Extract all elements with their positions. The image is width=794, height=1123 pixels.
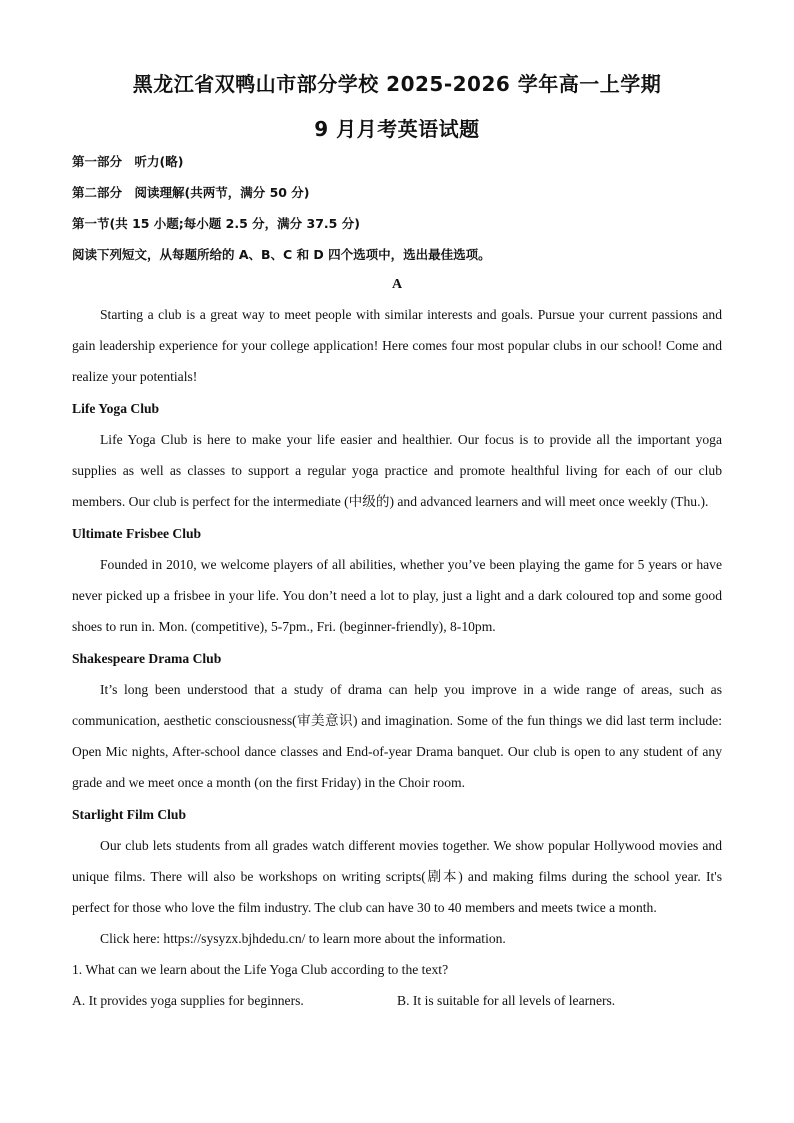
club-name-yoga: Life Yoga Club	[72, 401, 160, 416]
document-title-line1: 黑龙江省双鸭山市部分学校 2025-2026 学年高一上学期	[132, 72, 662, 96]
club-text-drama: It’s long been understood that a study of drama can help you improve in a wide range of areas, such as communication, aesthetic consciousness(审美意识) and imagination. Some of the fun things we did last term include: Open Mic nights, After-school dance classes and End-of-year Drama banquet. Our club is open to any student of any grade and we meet once a month (on the first Friday) in the Choir room.	[72, 682, 722, 790]
club-name-frisbee: Ultimate Frisbee Club	[72, 526, 202, 541]
question-1-stem: 1. What can we learn about the Life Yoga Club according to the text?	[72, 962, 449, 977]
question-1-option-b: B. It is suitable for all levels of learners.	[397, 993, 616, 1008]
club-name-drama: Shakespeare Drama Club	[72, 651, 222, 666]
part1-heading: 第一部分 听力(略)	[72, 154, 184, 169]
instruction-text: 阅读下列短文，从每题所给的 A、B、C 和 D 四个选项中，选出最佳选项。	[72, 247, 491, 262]
passage-label: A	[391, 277, 403, 292]
club-text-film: Our club lets students from all grades watch different movies together. We show popular Hollywood movies and unique films. There will also be workshops on writing scripts(剧本) and making films during the school year. It's perfect for those who love the film industry. The club can have 30 to 40 members and meets twice a month.	[72, 838, 722, 915]
club-text-frisbee: Founded in 2010, we welcome players of all abilities, whether you’ve been playing the game for 5 years or have never picked up a frisbee in your life. You don’t need a lot to play, just a light and a dark coloured top and some good shoes to run in. Mon. (competitive), 5-7pm., Fri. (beginner-friendly), 8-10pm.	[72, 557, 722, 634]
section1-heading: 第一节(共 15 小题;每小题 2.5 分，满分 37.5 分)	[72, 216, 360, 231]
club-name-film: Starlight Film Club	[72, 807, 187, 822]
document-title-line2: 9 月月考英语试题	[314, 117, 480, 141]
passage-intro: Starting a club is a great way to meet people with similar interests and goals. Pursue your current passions and gain leadership experience for your college application! Here comes four most popular clubs in our school! Come and realize your potentials!	[72, 307, 722, 384]
more-info-link[interactable]: Click here: https://sysyzx.bjhdedu.cn/ to learn more about the information.	[100, 931, 506, 946]
club-text-yoga: Life Yoga Club is here to make your life easier and healthier. Our focus is to provide all the important yoga supplies as well as classes to support a regular yoga practice and promote healthful living for each of our club members. Our club is perfect for the intermediate (中级的) and advanced learners and will meet once weekly (Thu.).	[72, 432, 722, 509]
question-1-option-a: A. It provides yoga supplies for beginners.	[72, 993, 304, 1008]
part2-heading: 第二部分 阅读理解(共两节，满分 50 分)	[72, 185, 310, 200]
